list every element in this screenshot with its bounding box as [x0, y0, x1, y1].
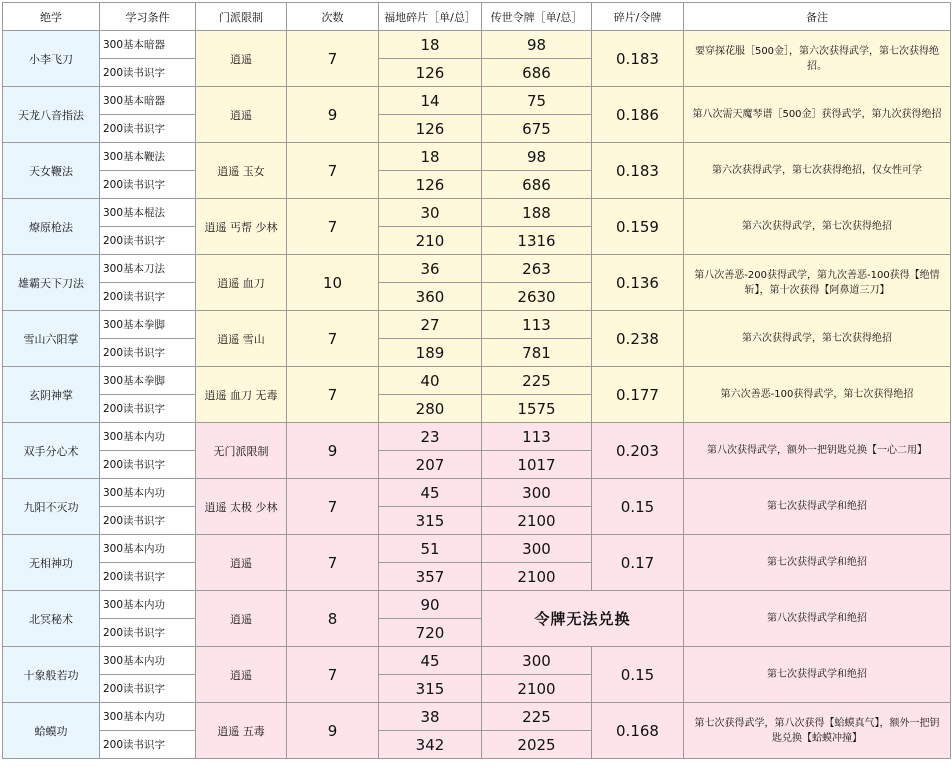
ratio: 0.136	[592, 255, 684, 311]
sect-limit: 无门派限制	[196, 423, 287, 479]
token-single: 98	[482, 143, 592, 171]
condition-secondary: 200读书识字	[100, 507, 196, 535]
sect-limit: 逍遥	[196, 647, 287, 703]
condition-secondary: 200读书识字	[100, 395, 196, 423]
times: 7	[287, 647, 379, 703]
token-total: 686	[482, 171, 592, 199]
condition-secondary: 200读书识字	[100, 59, 196, 87]
table-row	[3, 479, 951, 507]
condition-primary: 300基本刀法	[100, 255, 196, 283]
skill-name: 天龙八音指法	[3, 87, 100, 143]
condition-secondary: 200读书识字	[100, 115, 196, 143]
token-total: 2100	[482, 675, 592, 703]
sect-limit: 逍遥	[196, 31, 287, 87]
skill-name: 雪山六阳掌	[3, 311, 100, 367]
fragment-single: 27	[379, 311, 482, 339]
header-row	[3, 3, 951, 31]
token-total: 2100	[482, 563, 592, 591]
condition-primary: 300基本内功	[100, 703, 196, 731]
times: 7	[287, 479, 379, 535]
token-total: 686	[482, 59, 592, 87]
condition-secondary: 200读书识字	[100, 675, 196, 703]
sect-limit: 逍遥 五毒	[196, 703, 287, 759]
table-row	[3, 199, 951, 227]
fragment-single: 36	[379, 255, 482, 283]
skill-name: 无相神功	[3, 535, 100, 591]
times: 9	[287, 87, 379, 143]
table-row	[3, 311, 951, 339]
condition-primary: 300基本拳脚	[100, 367, 196, 395]
times: 9	[287, 703, 379, 759]
times: 7	[287, 143, 379, 199]
sect-limit: 逍遥 玉女	[196, 143, 287, 199]
table-row	[3, 535, 951, 563]
sect-limit: 逍遥	[196, 591, 287, 647]
note: 第八次需天魔琴谱［500金］获得武学，第九次获得绝招	[684, 87, 951, 143]
condition-primary: 300基本暗器	[100, 87, 196, 115]
condition-primary: 300基本内功	[100, 423, 196, 451]
fragment-single: 23	[379, 423, 482, 451]
token-total: 675	[482, 115, 592, 143]
fragment-single: 40	[379, 367, 482, 395]
skill-name: 九阳不灭功	[3, 479, 100, 535]
token-total: 1575	[482, 395, 592, 423]
times: 7	[287, 31, 379, 87]
token-single: 300	[482, 647, 592, 675]
condition-primary: 300基本内功	[100, 535, 196, 563]
token-total: 1017	[482, 451, 592, 479]
token-single: 225	[482, 703, 592, 731]
fragment-total: 210	[379, 227, 482, 255]
sect-limit: 逍遥 太极 少林	[196, 479, 287, 535]
fragment-single: 45	[379, 647, 482, 675]
condition-secondary: 200读书识字	[100, 339, 196, 367]
fragment-total: 720	[379, 619, 482, 647]
header-condition: 学习条件	[100, 3, 196, 31]
ratio: 0.168	[592, 703, 684, 759]
token-single: 300	[482, 535, 592, 563]
note: 第八次善恶-200获得武学，第九次善恶-100获得【绝情斩】，第十次获得【阿鼻道三刀】	[684, 255, 951, 311]
skills-table	[2, 2, 951, 759]
fragment-total: 360	[379, 283, 482, 311]
condition-secondary: 200读书识字	[100, 283, 196, 311]
condition-secondary: 200读书识字	[100, 563, 196, 591]
token-single: 300	[482, 479, 592, 507]
times: 7	[287, 535, 379, 591]
token-single: 75	[482, 87, 592, 115]
times: 7	[287, 311, 379, 367]
ratio: 0.177	[592, 367, 684, 423]
header-ratio: 碎片/令牌	[592, 3, 684, 31]
fragment-total: 357	[379, 563, 482, 591]
table-row	[3, 703, 951, 731]
skill-name: 北冥秘术	[3, 591, 100, 647]
ratio: 0.186	[592, 87, 684, 143]
skill-name: 雄霸天下刀法	[3, 255, 100, 311]
times: 8	[287, 591, 379, 647]
skill-name: 天女鞭法	[3, 143, 100, 199]
ratio: 0.17	[592, 535, 684, 591]
header-tokens: 传世令牌［单/总］	[482, 3, 592, 31]
sect-limit: 逍遥 雪山	[196, 311, 287, 367]
note: 第六次获得武学，第七次获得绝招，仅女性可学	[684, 143, 951, 199]
table-row	[3, 143, 951, 171]
times: 7	[287, 199, 379, 255]
fragment-total: 315	[379, 675, 482, 703]
table-row	[3, 87, 951, 115]
fragment-total: 280	[379, 395, 482, 423]
table-row	[3, 255, 951, 283]
fragment-single: 90	[379, 591, 482, 619]
fragment-total: 189	[379, 339, 482, 367]
token-single: 113	[482, 311, 592, 339]
condition-primary: 300基本棍法	[100, 199, 196, 227]
header-times: 次数	[287, 3, 379, 31]
token-total: 781	[482, 339, 592, 367]
condition-secondary: 200读书识字	[100, 227, 196, 255]
skill-name: 燎原枪法	[3, 199, 100, 255]
fragment-total: 126	[379, 59, 482, 87]
fragment-total: 342	[379, 731, 482, 759]
table-row	[3, 31, 951, 59]
note: 第八次获得武学和绝招	[684, 591, 951, 647]
fragment-single: 38	[379, 703, 482, 731]
header-fragments: 福地碎片［单/总］	[379, 3, 482, 31]
skill-name: 蛤蟆功	[3, 703, 100, 759]
token-total: 2630	[482, 283, 592, 311]
table-row	[3, 647, 951, 675]
note: 要穿探花服［500金］，第六次获得武学，第七次获得绝招。	[684, 31, 951, 87]
fragment-total: 126	[379, 171, 482, 199]
condition-primary: 300基本内功	[100, 647, 196, 675]
fragment-single: 14	[379, 87, 482, 115]
condition-primary: 300基本内功	[100, 479, 196, 507]
ratio: 0.159	[592, 199, 684, 255]
times: 10	[287, 255, 379, 311]
token-single: 225	[482, 367, 592, 395]
token-total: 1316	[482, 227, 592, 255]
note: 第六次获得武学，第七次获得绝招	[684, 199, 951, 255]
condition-primary: 300基本暗器	[100, 31, 196, 59]
times: 7	[287, 367, 379, 423]
times: 9	[287, 423, 379, 479]
fragment-single: 51	[379, 535, 482, 563]
fragment-total: 315	[379, 507, 482, 535]
fragment-total: 207	[379, 451, 482, 479]
token-single: 263	[482, 255, 592, 283]
table-row	[3, 591, 951, 619]
skill-name: 小李飞刀	[3, 31, 100, 87]
fragment-single: 30	[379, 199, 482, 227]
header-note: 备注	[684, 3, 951, 31]
header-sect: 门派限制	[196, 3, 287, 31]
no-exchange-label: 令牌无法兑换	[482, 591, 684, 647]
note: 第六次善恶-100获得武学，第七次获得绝招	[684, 367, 951, 423]
token-total: 2100	[482, 507, 592, 535]
note: 第六次获得武学，第七次获得绝招	[684, 311, 951, 367]
fragment-single: 45	[379, 479, 482, 507]
condition-secondary: 200读书识字	[100, 451, 196, 479]
note: 第七次获得武学和绝招	[684, 535, 951, 591]
ratio: 0.15	[592, 647, 684, 703]
note: 第八次获得武学，额外一把钥匙兑换【一心二用】	[684, 423, 951, 479]
skill-name: 十象般若功	[3, 647, 100, 703]
token-single: 188	[482, 199, 592, 227]
note: 第七次获得武学和绝招	[684, 479, 951, 535]
condition-primary: 300基本内功	[100, 591, 196, 619]
ratio: 0.183	[592, 143, 684, 199]
condition-secondary: 200读书识字	[100, 171, 196, 199]
note: 第七次获得武学，第八次获得【蛤蟆真气】，额外一把钥匙兑换【蛤蟆冲撞】	[684, 703, 951, 759]
header-skill: 绝学	[3, 3, 100, 31]
token-total: 2025	[482, 731, 592, 759]
fragment-total: 126	[379, 115, 482, 143]
note: 第七次获得武学和绝招	[684, 647, 951, 703]
skill-name: 玄阴神掌	[3, 367, 100, 423]
condition-primary: 300基本鞭法	[100, 143, 196, 171]
token-single: 98	[482, 31, 592, 59]
fragment-single: 18	[379, 31, 482, 59]
table-row	[3, 423, 951, 451]
skill-name: 双手分心术	[3, 423, 100, 479]
ratio: 0.203	[592, 423, 684, 479]
sect-limit: 逍遥 血刀 无毒	[196, 367, 287, 423]
sect-limit: 逍遥 血刀	[196, 255, 287, 311]
condition-secondary: 200读书识字	[100, 619, 196, 647]
fragment-single: 18	[379, 143, 482, 171]
condition-primary: 300基本拳脚	[100, 311, 196, 339]
sect-limit: 逍遥	[196, 535, 287, 591]
ratio: 0.183	[592, 31, 684, 87]
sect-limit: 逍遥 丐帮 少林	[196, 199, 287, 255]
ratio: 0.238	[592, 311, 684, 367]
token-single: 113	[482, 423, 592, 451]
ratio: 0.15	[592, 479, 684, 535]
table-row	[3, 367, 951, 395]
sect-limit: 逍遥	[196, 87, 287, 143]
condition-secondary: 200读书识字	[100, 731, 196, 759]
